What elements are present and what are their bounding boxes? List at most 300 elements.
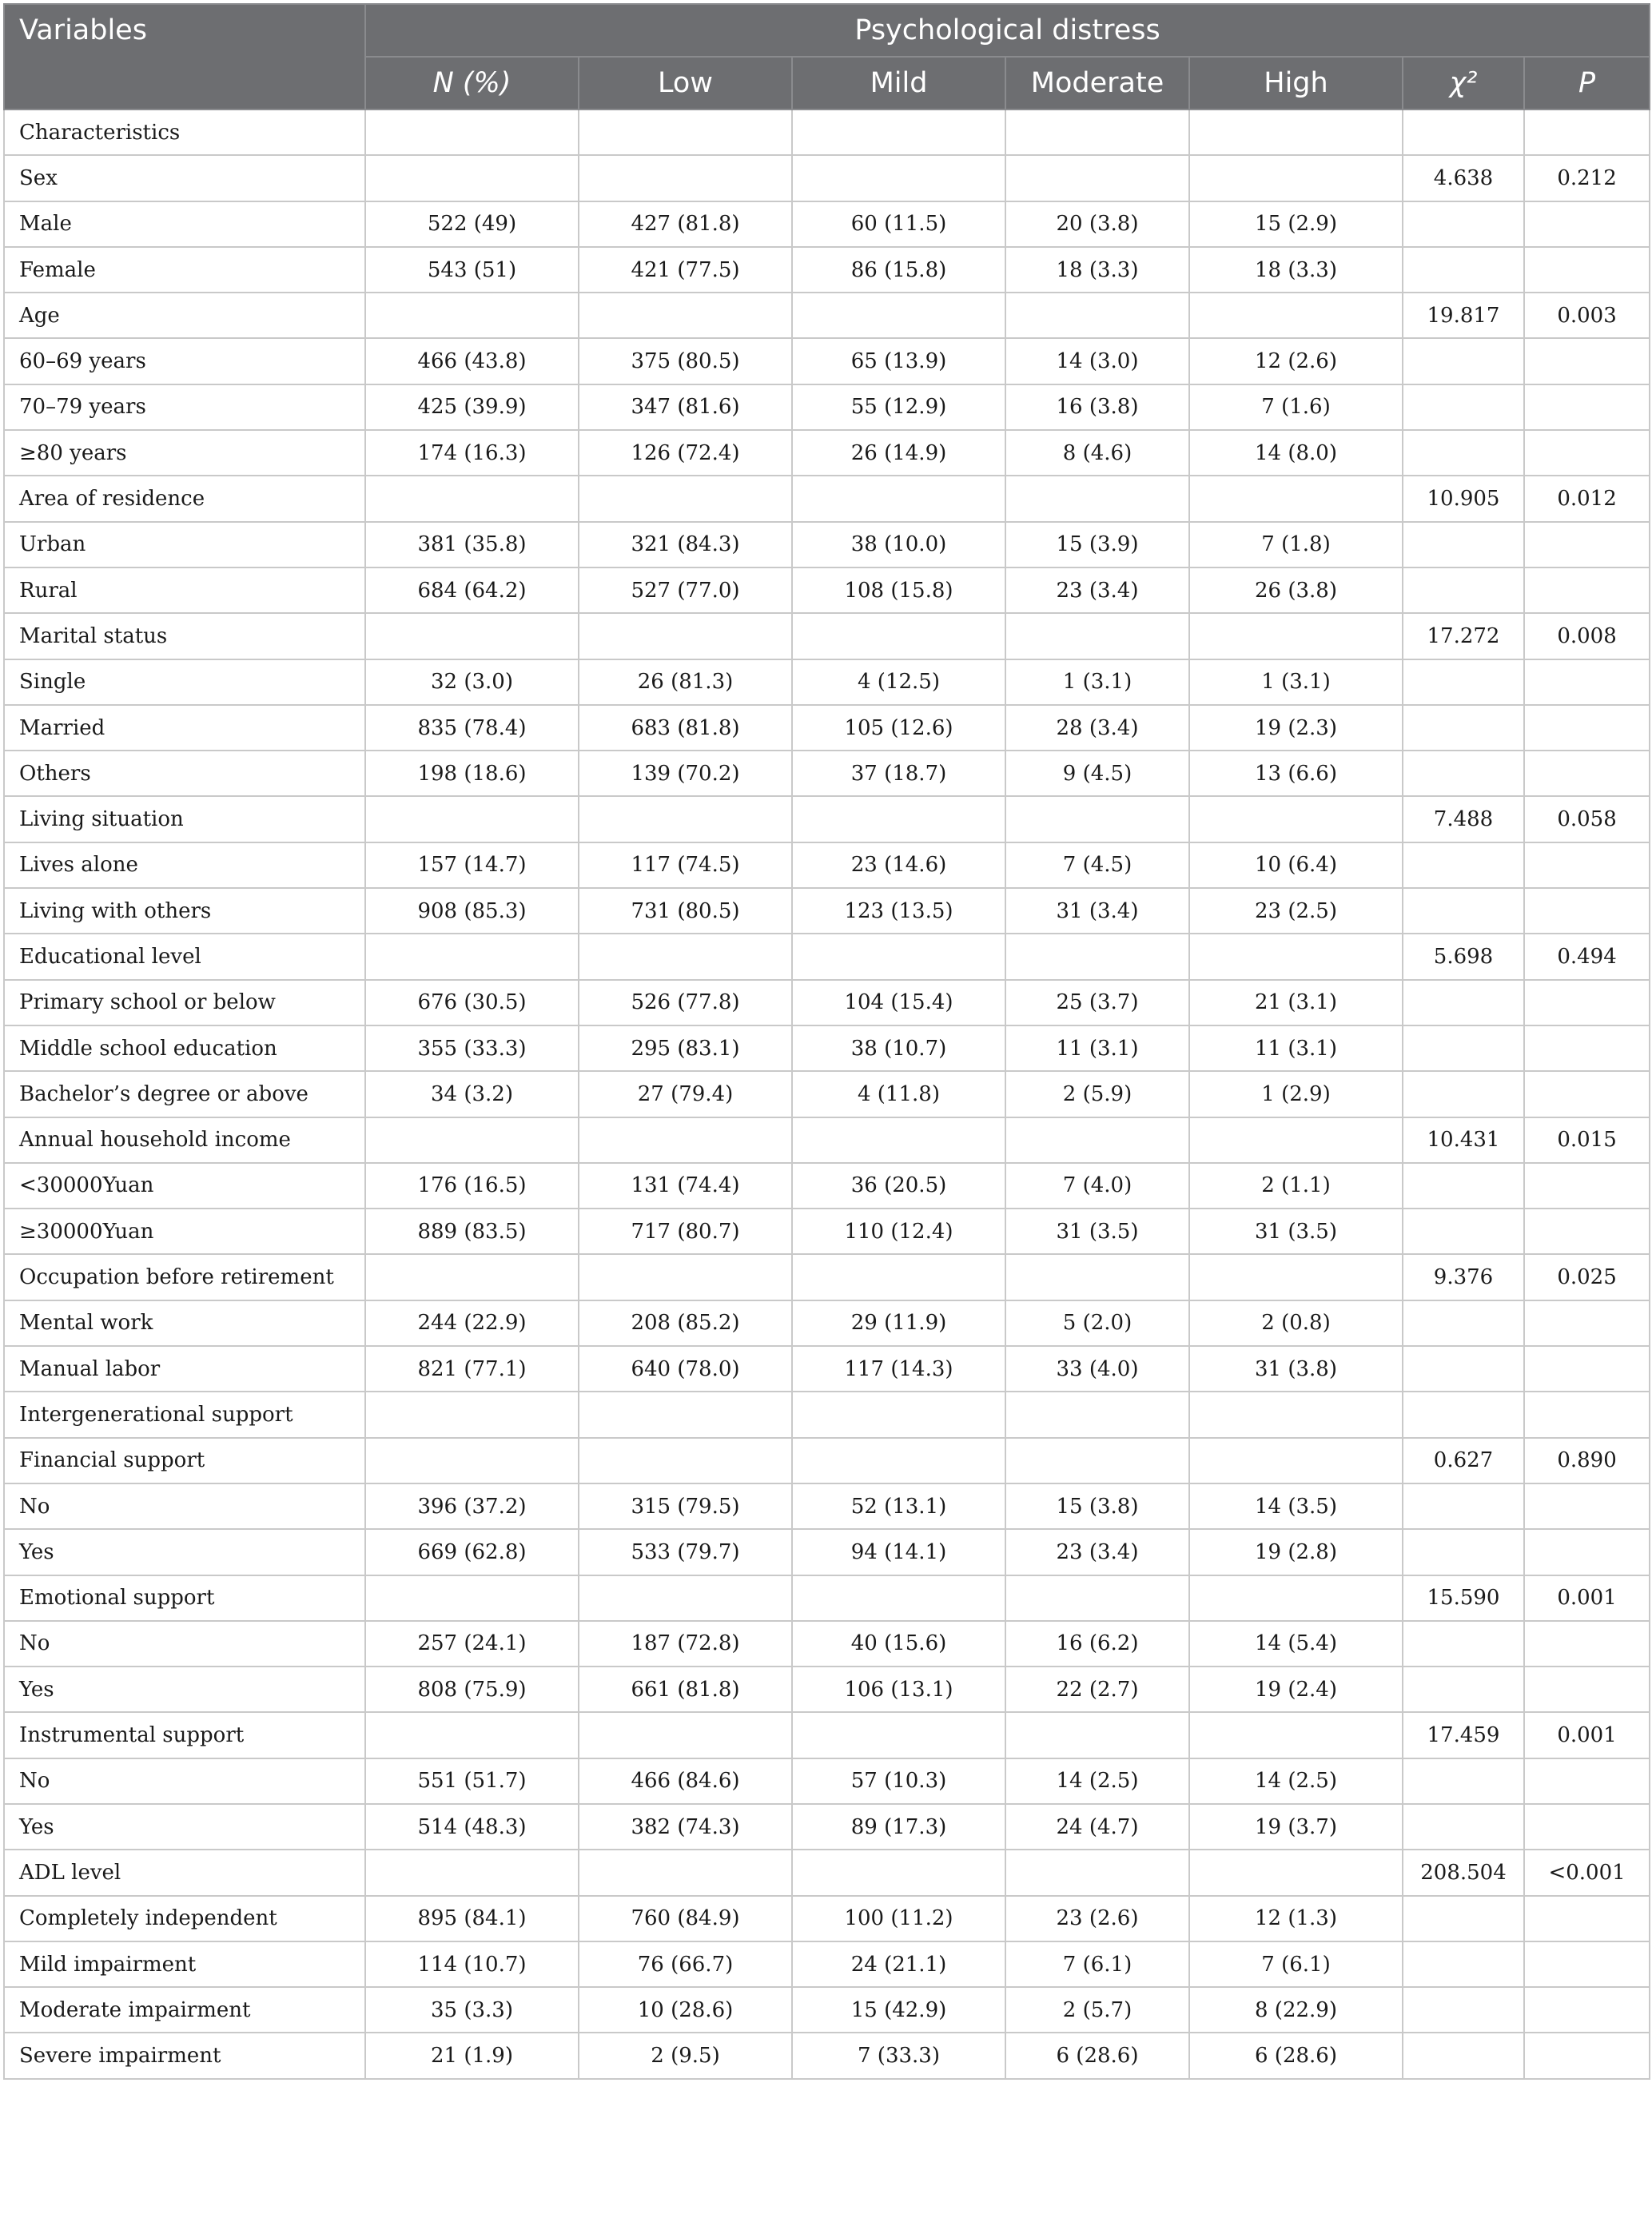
table-row [4,522,1650,567]
row-label: Age [4,293,365,338]
cell-high: 2 (0.8) [1189,1300,1403,1346]
cell-low: 126 (72.4) [579,430,792,476]
cell-low [579,1712,792,1758]
table-row [4,476,1650,521]
row-label: Mental work [4,1300,365,1346]
row-label: Manual labor [4,1346,365,1392]
cell-low: 427 (81.8) [579,201,792,247]
cell-n-percent [365,1575,579,1621]
cell-mild [792,1117,1005,1163]
cell-chi-square: 0.627 [1403,1438,1524,1483]
cell-chi-square: 17.272 [1403,613,1524,659]
cell-n-percent: 514 (48.3) [365,1804,579,1850]
cell-chi-square [1403,384,1524,430]
cell-mild [792,1392,1005,1437]
table-row [4,1392,1650,1437]
cell-chi-square [1403,338,1524,384]
cell-mild: 15 (42.9) [792,1987,1005,2033]
cell-moderate [1005,1850,1189,1895]
cell-low: 661 (81.8) [579,1667,792,1712]
cell-moderate: 9 (4.5) [1005,751,1189,796]
cell-p-value: 0.001 [1524,1712,1650,1758]
cell-moderate: 11 (3.1) [1005,1025,1189,1071]
cell-high: 14 (5.4) [1189,1621,1403,1667]
cell-moderate [1005,110,1189,155]
row-label: Others [4,751,365,796]
cell-n-percent: 543 (51) [365,247,579,293]
cell-chi-square: 17.459 [1403,1712,1524,1758]
cell-chi-square [1403,247,1524,293]
cell-chi-square: 15.590 [1403,1575,1524,1621]
cell-mild [792,934,1005,979]
row-label: No [4,1483,365,1529]
cell-low: 26 (81.3) [579,659,792,705]
cell-n-percent: 551 (51.7) [365,1758,579,1804]
cell-p-value [1524,1300,1650,1346]
cell-chi-square: 19.817 [1403,293,1524,338]
row-label: Intergenerational support [4,1392,365,1437]
cell-moderate: 7 (6.1) [1005,1941,1189,1987]
cell-p-value [1524,1071,1650,1117]
row-label: Bachelor’s degree or above [4,1071,365,1117]
cell-moderate [1005,1117,1189,1163]
cell-mild: 110 (12.4) [792,1209,1005,1254]
cell-low: 117 (74.5) [579,842,792,888]
cell-chi-square [1403,659,1524,705]
cell-mild: 65 (13.9) [792,338,1005,384]
cell-moderate: 18 (3.3) [1005,247,1189,293]
cell-chi-square [1403,430,1524,476]
cell-p-value [1524,201,1650,247]
table-header [4,4,1650,110]
header-row-group [4,4,1650,57]
row-label: ADL level [4,1850,365,1895]
cell-chi-square [1403,751,1524,796]
cell-n-percent [365,796,579,842]
cell-p-value [1524,567,1650,613]
cell-high: 14 (8.0) [1189,430,1403,476]
cell-moderate [1005,1438,1189,1483]
row-label: Severe impairment [4,2033,365,2078]
cell-high [1189,476,1403,521]
cell-chi-square [1403,705,1524,751]
cell-mild [792,1712,1005,1758]
cell-moderate: 23 (2.6) [1005,1896,1189,1941]
row-label: Educational level [4,934,365,979]
cell-chi-square [1403,1987,1524,2033]
cell-chi-square [1403,1896,1524,1941]
cell-p-value [1524,2033,1650,2078]
row-label: Living with others [4,888,365,934]
table-row [4,1850,1650,1895]
cell-n-percent [365,1712,579,1758]
table-row [4,1300,1650,1346]
cell-high: 1 (3.1) [1189,659,1403,705]
cell-p-value [1524,1483,1650,1529]
cell-low: 27 (79.4) [579,1071,792,1117]
row-label: Annual household income [4,1117,365,1163]
cell-mild: 4 (11.8) [792,1071,1005,1117]
cell-n-percent [365,1254,579,1300]
cell-moderate: 15 (3.8) [1005,1483,1189,1529]
cell-moderate [1005,155,1189,201]
cell-high [1189,934,1403,979]
cell-n-percent [365,613,579,659]
header-p-value: P [1524,57,1650,110]
cell-n-percent: 32 (3.0) [365,659,579,705]
cell-n-percent: 396 (37.2) [365,1483,579,1529]
cell-n-percent [365,1392,579,1437]
cell-low: 315 (79.5) [579,1483,792,1529]
cell-moderate: 28 (3.4) [1005,705,1189,751]
table-row [4,1346,1650,1392]
cell-p-value: 0.494 [1524,934,1650,979]
cell-chi-square [1403,2033,1524,2078]
row-label: Primary school or below [4,980,365,1025]
table-row [4,1987,1650,2033]
cell-low: 295 (83.1) [579,1025,792,1071]
cell-p-value [1524,247,1650,293]
cell-high: 13 (6.6) [1189,751,1403,796]
row-label: Rural [4,567,365,613]
row-label: Yes [4,1804,365,1850]
table-row [4,1117,1650,1163]
cell-chi-square [1403,1621,1524,1667]
table-row [4,567,1650,613]
header-mild: Mild [792,57,1005,110]
cell-n-percent [365,1438,579,1483]
row-label: Married [4,705,365,751]
cell-mild: 7 (33.3) [792,2033,1005,2078]
cell-p-value: 0.212 [1524,155,1650,201]
row-label: Completely independent [4,1896,365,1941]
cell-chi-square: 9.376 [1403,1254,1524,1300]
cell-mild [792,293,1005,338]
cell-moderate: 2 (5.7) [1005,1987,1189,2033]
cell-mild: 105 (12.6) [792,705,1005,751]
cell-low: 527 (77.0) [579,567,792,613]
cell-p-value [1524,1941,1650,1987]
cell-high [1189,1712,1403,1758]
table-row [4,1621,1650,1667]
cell-mild: 117 (14.3) [792,1346,1005,1392]
cell-low: 640 (78.0) [579,1346,792,1392]
cell-p-value [1524,1346,1650,1392]
cell-high: 31 (3.8) [1189,1346,1403,1392]
table-row [4,1575,1650,1621]
cell-high: 23 (2.5) [1189,888,1403,934]
cell-moderate [1005,1575,1189,1621]
cell-n-percent: 895 (84.1) [365,1896,579,1941]
cell-low: 375 (80.5) [579,338,792,384]
cell-high: 12 (1.3) [1189,1896,1403,1941]
table-body [4,110,1650,2079]
table-row [4,430,1650,476]
row-label: 70–79 years [4,384,365,430]
cell-low [579,1117,792,1163]
header-variables: Variables [4,4,365,110]
cell-mild: 57 (10.3) [792,1758,1005,1804]
cell-high: 26 (3.8) [1189,567,1403,613]
cell-p-value: 0.001 [1524,1575,1650,1621]
table-row [4,1667,1650,1712]
cell-high [1189,796,1403,842]
row-label: Male [4,201,365,247]
cell-moderate: 7 (4.5) [1005,842,1189,888]
cell-low: 139 (70.2) [579,751,792,796]
cell-mild: 108 (15.8) [792,567,1005,613]
row-label: Lives alone [4,842,365,888]
cell-n-percent: 425 (39.9) [365,384,579,430]
cell-low: 76 (66.7) [579,1941,792,1987]
table-row [4,1758,1650,1804]
table-row [4,1941,1650,1987]
table-row [4,1529,1650,1575]
table-row [4,1438,1650,1483]
cell-mild: 94 (14.1) [792,1529,1005,1575]
cell-p-value [1524,1987,1650,2033]
cell-n-percent: 889 (83.5) [365,1209,579,1254]
cell-low [579,476,792,521]
cell-chi-square [1403,1392,1524,1437]
cell-p-value [1524,430,1650,476]
table-row [4,1712,1650,1758]
table-row [4,980,1650,1025]
cell-chi-square [1403,1300,1524,1346]
cell-moderate: 5 (2.0) [1005,1300,1189,1346]
cell-mild: 4 (12.5) [792,659,1005,705]
cell-p-value [1524,1804,1650,1850]
row-label: Single [4,659,365,705]
psychological-distress-table [3,3,1650,2080]
cell-chi-square [1403,1346,1524,1392]
cell-chi-square [1403,1071,1524,1117]
cell-mild [792,1254,1005,1300]
cell-high [1189,1850,1403,1895]
cell-p-value [1524,751,1650,796]
cell-low: 717 (80.7) [579,1209,792,1254]
cell-moderate: 33 (4.0) [1005,1346,1189,1392]
cell-p-value [1524,1529,1650,1575]
cell-moderate [1005,1254,1189,1300]
cell-p-value [1524,980,1650,1025]
cell-p-value [1524,338,1650,384]
cell-p-value [1524,384,1650,430]
cell-high: 2 (1.1) [1189,1163,1403,1209]
table-row [4,110,1650,155]
cell-mild: 106 (13.1) [792,1667,1005,1712]
cell-mild [792,110,1005,155]
cell-p-value [1524,1896,1650,1941]
cell-chi-square [1403,1667,1524,1712]
row-label: Marital status [4,613,365,659]
cell-mild: 86 (15.8) [792,247,1005,293]
cell-moderate: 2 (5.9) [1005,1071,1189,1117]
row-label: Emotional support [4,1575,365,1621]
cell-low: 421 (77.5) [579,247,792,293]
cell-n-percent [365,1117,579,1163]
cell-low: 2 (9.5) [579,2033,792,2078]
cell-chi-square [1403,1483,1524,1529]
header-psychological-distress: Psychological distress [365,4,1650,57]
cell-chi-square [1403,1025,1524,1071]
table-row [4,934,1650,979]
cell-mild: 40 (15.6) [792,1621,1005,1667]
cell-low: 533 (79.7) [579,1529,792,1575]
cell-mild: 37 (18.7) [792,751,1005,796]
cell-mild [792,796,1005,842]
row-label: Urban [4,522,365,567]
table-row [4,1483,1650,1529]
cell-chi-square [1403,1529,1524,1575]
cell-high: 7 (1.6) [1189,384,1403,430]
cell-n-percent [365,934,579,979]
cell-high: 19 (2.8) [1189,1529,1403,1575]
cell-mild: 23 (14.6) [792,842,1005,888]
cell-low: 321 (84.3) [579,522,792,567]
cell-mild [792,476,1005,521]
cell-p-value: 0.012 [1524,476,1650,521]
table-row [4,201,1650,247]
cell-high: 14 (3.5) [1189,1483,1403,1529]
cell-p-value [1524,1163,1650,1209]
cell-n-percent: 381 (35.8) [365,522,579,567]
cell-low: 208 (85.2) [579,1300,792,1346]
cell-n-percent: 21 (1.9) [365,2033,579,2078]
cell-moderate [1005,796,1189,842]
cell-moderate [1005,293,1189,338]
cell-high [1189,1438,1403,1483]
row-label: Mild impairment [4,1941,365,1987]
row-label: Middle school education [4,1025,365,1071]
cell-moderate: 23 (3.4) [1005,567,1189,613]
cell-mild [792,1438,1005,1483]
header-moderate: Moderate [1005,57,1189,110]
cell-moderate: 1 (3.1) [1005,659,1189,705]
cell-chi-square: 208.504 [1403,1850,1524,1895]
cell-low: 10 (28.6) [579,1987,792,2033]
row-label: <30000Yuan [4,1163,365,1209]
row-label: Living situation [4,796,365,842]
cell-high: 12 (2.6) [1189,338,1403,384]
cell-low [579,1438,792,1483]
cell-low [579,1850,792,1895]
cell-high [1189,155,1403,201]
cell-n-percent: 808 (75.9) [365,1667,579,1712]
cell-p-value: 0.015 [1524,1117,1650,1163]
header-chi-square: χ² [1403,57,1524,110]
cell-p-value [1524,1667,1650,1712]
cell-mild: 89 (17.3) [792,1804,1005,1850]
cell-moderate: 22 (2.7) [1005,1667,1189,1712]
cell-chi-square [1403,1209,1524,1254]
cell-low: 187 (72.8) [579,1621,792,1667]
row-label: No [4,1758,365,1804]
cell-low [579,1575,792,1621]
cell-n-percent: 676 (30.5) [365,980,579,1025]
cell-mild: 104 (15.4) [792,980,1005,1025]
cell-chi-square [1403,842,1524,888]
cell-moderate: 25 (3.7) [1005,980,1189,1025]
cell-n-percent: 835 (78.4) [365,705,579,751]
cell-low: 731 (80.5) [579,888,792,934]
row-label: Female [4,247,365,293]
cell-moderate: 8 (4.6) [1005,430,1189,476]
table-row [4,247,1650,293]
cell-low [579,110,792,155]
row-label: Occupation before retirement [4,1254,365,1300]
header-low: Low [579,57,792,110]
cell-chi-square [1403,110,1524,155]
cell-chi-square: 10.431 [1403,1117,1524,1163]
cell-moderate: 31 (3.4) [1005,888,1189,934]
cell-n-percent: 34 (3.2) [365,1071,579,1117]
cell-p-value: <0.001 [1524,1850,1650,1895]
cell-n-percent: 466 (43.8) [365,338,579,384]
table-row [4,1025,1650,1071]
table-row [4,1209,1650,1254]
cell-high: 21 (3.1) [1189,980,1403,1025]
cell-low: 347 (81.6) [579,384,792,430]
cell-mild: 55 (12.9) [792,384,1005,430]
cell-p-value [1524,1025,1650,1071]
cell-low [579,155,792,201]
row-label: No [4,1621,365,1667]
row-label: Yes [4,1529,365,1575]
cell-chi-square [1403,522,1524,567]
table-row [4,155,1650,201]
row-label: Sex [4,155,365,201]
cell-n-percent: 355 (33.3) [365,1025,579,1071]
cell-high: 6 (28.6) [1189,2033,1403,2078]
table-row [4,338,1650,384]
cell-chi-square: 4.638 [1403,155,1524,201]
cell-moderate: 20 (3.8) [1005,201,1189,247]
cell-n-percent: 821 (77.1) [365,1346,579,1392]
cell-low [579,796,792,842]
cell-p-value [1524,1392,1650,1437]
cell-p-value [1524,1621,1650,1667]
cell-mild [792,1850,1005,1895]
cell-moderate [1005,934,1189,979]
row-label: Area of residence [4,476,365,521]
cell-moderate: 15 (3.9) [1005,522,1189,567]
table-row [4,842,1650,888]
cell-n-percent: 684 (64.2) [365,567,579,613]
cell-n-percent [365,1850,579,1895]
cell-n-percent: 176 (16.5) [365,1163,579,1209]
cell-mild: 60 (11.5) [792,201,1005,247]
header-high: High [1189,57,1403,110]
header-n-percent: N (%) [365,57,579,110]
cell-mild: 24 (21.1) [792,1941,1005,1987]
cell-chi-square: 10.905 [1403,476,1524,521]
cell-p-value [1524,705,1650,751]
row-label: ≥80 years [4,430,365,476]
cell-mild [792,1575,1005,1621]
cell-high: 19 (2.3) [1189,705,1403,751]
table-row [4,613,1650,659]
cell-mild: 123 (13.5) [792,888,1005,934]
cell-low: 683 (81.8) [579,705,792,751]
cell-high: 18 (3.3) [1189,247,1403,293]
cell-moderate [1005,1392,1189,1437]
cell-chi-square [1403,1758,1524,1804]
cell-chi-square [1403,1163,1524,1209]
cell-moderate [1005,1712,1189,1758]
cell-p-value: 0.025 [1524,1254,1650,1300]
table-row [4,705,1650,751]
